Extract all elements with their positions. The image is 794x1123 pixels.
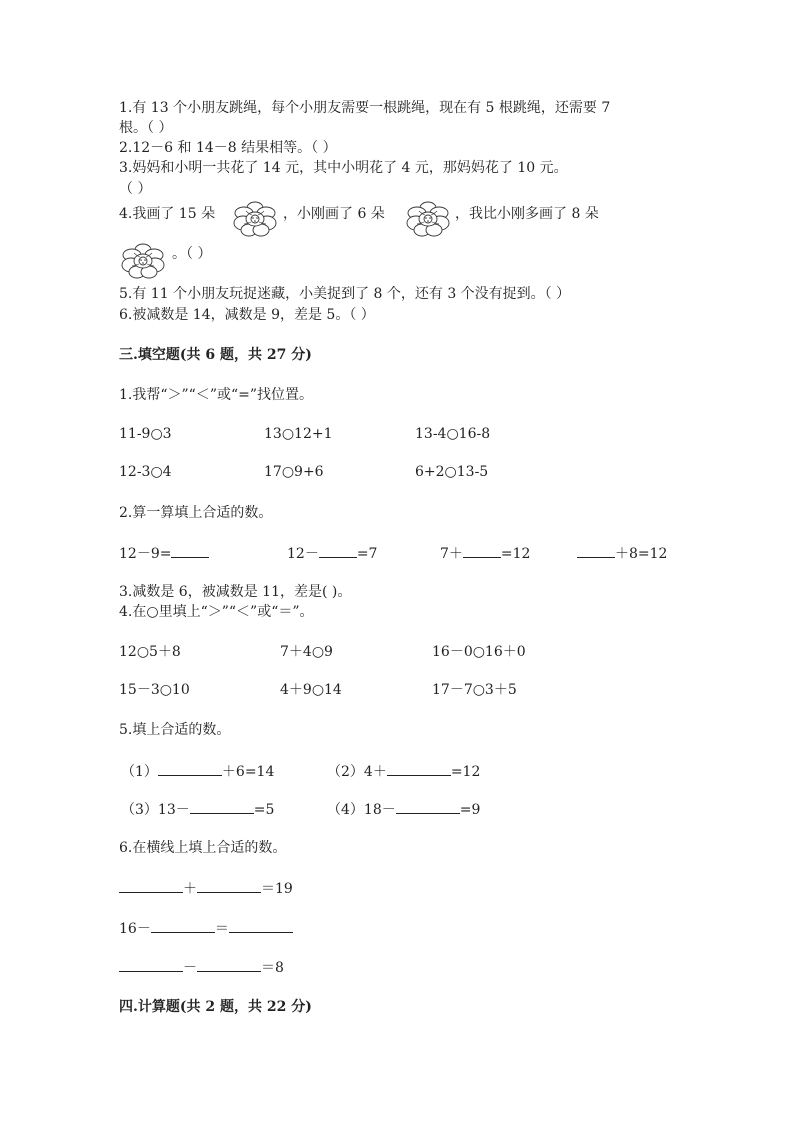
answer-blank[interactable] <box>197 957 261 972</box>
s3-q4-item: 7＋4○9 <box>280 644 333 660</box>
judge-q6: 6.被减数是 14，减数是 9，差是 5。（ ） <box>119 307 375 323</box>
s3-q1-title: 1.我帮“＞”“＜”或“=”找位置。 <box>119 387 314 403</box>
answer-blank[interactable] <box>229 918 293 933</box>
judge-q5: 5.有 11 个小朋友玩捉迷藏，小美捉到了 8 个，还有 3 个没有捉到。（ ） <box>119 286 571 302</box>
s3-q6-line-3: － ＝8 <box>119 957 284 977</box>
s3-q2-item-3: 7＋ =12 <box>440 543 530 563</box>
judge-q3-line1: 3.妈妈和小明一共花了 14 元，其中小明花了 4 元，那妈妈花了 10 元。 <box>119 160 568 176</box>
section3-title: 三.填空题(共 6 题，共 27 分) <box>119 347 312 363</box>
s3-q2-item-2: 12－ =7 <box>287 543 377 563</box>
answer-blank[interactable] <box>319 543 357 558</box>
s3-q4-item: 12○5＋8 <box>119 644 181 660</box>
s3-q4-item: 17－7○3＋5 <box>432 682 517 698</box>
s3-q4-item: 15－3○10 <box>119 682 190 698</box>
judge-q4-part-a: 4.我画了 15 朵 <box>119 206 216 222</box>
s3-q1-item: 12-3○4 <box>119 464 172 480</box>
s3-q2-item-1: 12－9= <box>119 543 209 563</box>
s3-q1-item: 13-4○16-8 <box>415 426 491 442</box>
flower-icon <box>405 199 451 239</box>
s3-q1-item: 6+2○13-5 <box>415 464 489 480</box>
answer-blank[interactable] <box>171 543 209 558</box>
judge-q4-part-c: ，我比小刚多画了 8 朵 <box>455 206 599 222</box>
answer-blank[interactable] <box>197 878 261 893</box>
s3-q3: 3.减数是 6，被减数是 11，差是( )。 <box>119 584 352 600</box>
s3-q1-item: 11-9○3 <box>119 426 172 442</box>
s3-q5-item-2: （2）4＋ =12 <box>327 761 480 781</box>
answer-blank[interactable] <box>119 957 183 972</box>
flower-icon <box>232 199 278 239</box>
s3-q5-title: 5.填上合适的数。 <box>119 722 231 738</box>
answer-blank[interactable] <box>158 761 222 776</box>
s3-q4-item: 4＋9○14 <box>280 682 342 698</box>
s3-q6-title: 6.在横线上填上合适的数。 <box>119 840 287 856</box>
s3-q1-item: 17○9+6 <box>264 464 324 480</box>
s3-q4-title: 4.在○里填上“＞”“＜”或“＝”。 <box>119 604 314 620</box>
s3-q1-item: 13○12+1 <box>264 426 333 442</box>
judge-q1-line2: 根。（ ） <box>119 120 173 136</box>
answer-blank[interactable] <box>463 543 501 558</box>
s3-q6-line-1: ＋ ＝19 <box>119 878 293 898</box>
judge-q3-line2: （ ） <box>119 181 152 197</box>
s3-q6-line-2: 16－ ＝ <box>119 918 293 938</box>
answer-blank[interactable] <box>119 878 183 893</box>
judge-q1-line1: 1.有 13 个小朋友跳绳，每个小朋友需要一根跳绳，现在有 5 根跳绳，还需要 7 <box>119 100 611 116</box>
s3-q2-title: 2.算一算填上合适的数。 <box>119 505 273 521</box>
s3-q5-item-1: （1） ＋6=14 <box>121 761 274 781</box>
answer-blank[interactable] <box>151 918 215 933</box>
judge-q4-part-d: 。（ ） <box>172 246 212 262</box>
section4-title: 四.计算题(共 2 题，共 22 分) <box>119 999 312 1015</box>
s3-q5-item-3: （3）13－ =5 <box>121 799 274 819</box>
s3-q2-item-4: ＋8=12 <box>577 543 667 563</box>
s3-q4-item: 16－0○16＋0 <box>432 644 526 660</box>
judge-q4-part-b: ，小刚画了 6 朵 <box>283 206 385 222</box>
s3-q5-item-4: （4）18－ =9 <box>327 799 480 819</box>
judge-q2: 2.12－6 和 14－8 结果相等。（ ） <box>119 140 337 156</box>
answer-blank[interactable] <box>577 543 615 558</box>
answer-blank[interactable] <box>387 761 451 776</box>
answer-blank[interactable] <box>396 799 460 814</box>
answer-blank[interactable] <box>190 799 254 814</box>
flower-icon <box>120 241 166 281</box>
